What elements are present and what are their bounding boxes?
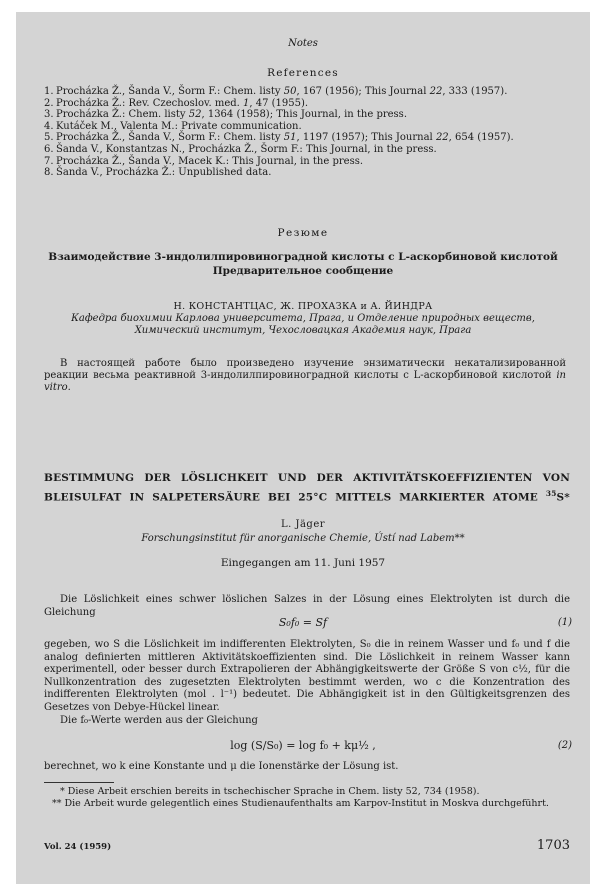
journal-page <box>16 12 590 884</box>
resume-abstract <box>44 358 566 394</box>
reference-text: Kutáček M., Valenta M.: Private communication. <box>56 120 302 132</box>
body-paragraph-4: berechnet, wo k eine Konstante und μ die Ionenstärke der Lösung ist. <box>44 761 399 772</box>
reference-item <box>44 167 574 179</box>
resume-affiliation <box>16 313 590 337</box>
reference-text-end: , 654 (1957). <box>448 132 514 144</box>
equation-1-number: (1) <box>557 617 572 628</box>
references-heading: References <box>267 67 339 79</box>
footnote-divider <box>44 782 114 783</box>
reference-number: 3. <box>44 109 54 121</box>
resume-abstract-text: В настоящей работе было произведено изучение энзиматически некатализированной реакции весьма реактивной 3-индолилпировиноградной кислоты с L-аскорбиновой кислотой <box>44 358 566 381</box>
body-paragraph-1-text: Die Löslichkeit eines schwer löslichen Salzes in der Lösung eines Elektrolyten ist durch die Gleichung <box>44 594 570 618</box>
resume-authors: Н. КОНСТАНТЦАС, Ж. ПРОХАЗКА и А. ЙИНДРА <box>173 301 433 312</box>
reference-item <box>44 109 574 121</box>
reference-volume: 1 <box>243 97 250 109</box>
footnote-2 <box>44 798 570 810</box>
body-paragraph-3 <box>44 715 570 728</box>
reference-text: Procházka Ž.: Rev. Czechoslov. med. <box>56 97 243 109</box>
resume-abstract-end: . <box>67 382 71 393</box>
volume-label: Vol. 24 (1959) <box>44 842 112 852</box>
reference-text: Šanda V., Konstantzas N., Procházka Ž., Šorm F.: This Journal, in the press. <box>56 143 437 155</box>
footnote-1 <box>44 786 570 798</box>
running-head: Notes <box>288 38 318 49</box>
article-title-line2-end: S* <box>556 491 570 504</box>
resume-heading: Резюме <box>277 227 329 239</box>
reference-volume-2: 22 <box>429 86 443 97</box>
reference-volume: 50 <box>283 86 297 97</box>
article-title-line2 <box>44 486 570 506</box>
reference-text: Šanda V., Procházka Ž.: Unpublished data. <box>56 167 272 179</box>
reference-volume-2: 22 <box>435 132 449 144</box>
reference-text-mid: , 1197 (1957); This Journal <box>296 132 436 144</box>
reference-text: Procházka Ž.: Chem. listy <box>56 109 189 121</box>
article-affiliation: Forschungsinstitut für anorganische Chemie, Ústí nad Labem** <box>141 533 465 544</box>
footnote-1-text: * Diese Arbeit erschien bereits in tschechischer Sprache in Chem. listy 52, 734 (1958). <box>60 786 480 797</box>
article-title-line2-text: BLEISULFAT IN SALPETERSÄURE BEI 25°C MITTELS MARKIERTER ATOME <box>44 491 546 504</box>
resume-title-line1: Взаимодействие 3-индолилпировиноградной кислоты с L-аскорбиновой кислотой <box>48 251 558 263</box>
resume-abstract-italic: in vitro <box>44 370 566 393</box>
body-paragraph-2: gegeben, wo S die Löslichkeit im indifferenten Elektrolyten, S₀ die in reinem Wasser und f₀ und f die analog definierten mittleren Aktivitätskoeffizienten sind. Die Löslichkeit in reinem Wasser kann experimentell, oder besser durch Extrapolieren der Abhängigkeitswerte der Größe S von c½, für die Nullkonzentration des zugesetzten Elektrolyten bestimmt werden, wo c die Konzentration des indifferenten Elektrolyten (mol . l⁻¹) bedeutet. Die Abhängigkeit ist in den Gültigkeitsgrenzen des Gesetzes von Debye-Hückel linear. <box>44 639 570 713</box>
footnotes <box>44 786 570 809</box>
reference-number: 5. <box>44 132 54 144</box>
reference-text: Procházka Ž., Šanda V., Macek K.: This Journal, in the press. <box>56 155 364 167</box>
references-list <box>44 86 574 179</box>
reference-item <box>44 156 574 168</box>
equation-1: S₀f₀ = Sf <box>278 616 328 629</box>
article-title-isotope: 35 <box>545 489 557 498</box>
article-title <box>44 471 570 506</box>
article-author: L. Jäger <box>280 519 326 530</box>
reference-number: 2. <box>44 97 54 109</box>
resume-title-line2: Предварительное сообщение <box>212 265 394 277</box>
reference-text: Procházka Ž., Šanda V., Šorm F.: Chem. listy <box>56 86 284 97</box>
reference-number: 8. <box>44 167 54 179</box>
article-received-date: Eingegangen am 11. Juni 1957 <box>220 557 386 569</box>
reference-item <box>44 98 574 110</box>
footnote-2-text: ** Die Arbeit wurde gelegentlich eines Studienaufenthalts am Karpov-Institut in Moskva durchgeführt. <box>52 797 549 809</box>
resume-affiliation-line1: Кафедра биохимии Карлова университета, Прага, и Отделение природных веществ, <box>71 313 535 324</box>
reference-text-mid: , 167 (1956); This Journal <box>296 86 430 97</box>
equation-2: log (S/S₀) = log f₀ + kμ½ , <box>230 739 376 752</box>
resume-title <box>16 250 590 278</box>
article-title-line1: BESTIMMUNG DER LÖSLICHKEIT UND DER AKTIVITÄTSKOEFFIZIENTEN VON <box>44 472 570 484</box>
equation-2-number: (2) <box>557 740 572 751</box>
reference-volume: 51 <box>283 132 297 144</box>
resume-affiliation-line2: Химический институт, Чехословацкая Академия наук, Прага <box>134 325 472 336</box>
reference-text-end: , 333 (1957). <box>442 86 508 97</box>
reference-text-mid: , 1364 (1958); This Journal, in the press. <box>201 109 407 121</box>
reference-item <box>44 132 574 144</box>
body-paragraph-3-text: Die f₀-Werte werden aus der Gleichung <box>60 715 258 726</box>
reference-text: Procházka Ž., Šanda V., Šorm F.: Chem. listy <box>56 132 284 144</box>
reference-number: 6. <box>44 143 54 155</box>
page-number: 1703 <box>536 838 570 853</box>
reference-number: 1. <box>44 86 54 97</box>
reference-text-mid: , 47 (1955). <box>249 97 309 109</box>
reference-number: 7. <box>44 155 54 167</box>
reference-volume: 52 <box>188 109 202 121</box>
reference-item <box>44 144 574 156</box>
reference-item <box>44 121 574 133</box>
reference-item <box>44 86 574 98</box>
reference-number: 4. <box>44 120 54 132</box>
